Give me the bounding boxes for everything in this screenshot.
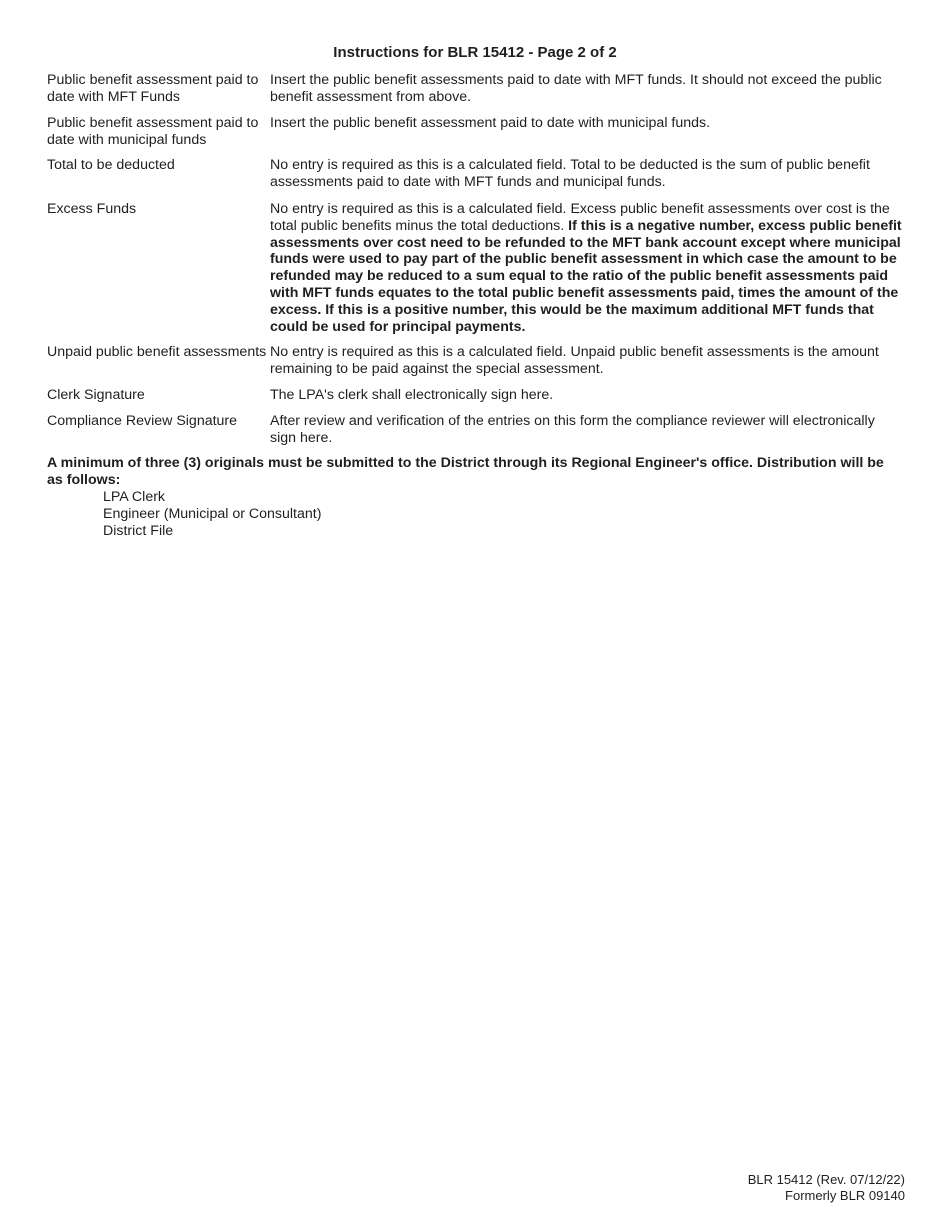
field-description-normal: No entry is required as this is a calculated field. Excess public benefit assessments over cost is the total public benefits minus the total deductions.	[270, 201, 890, 234]
submission-note: A minimum of three (3) originals must be submitted to the District through its Regional Engineer's office. Distribution will be as follows:	[47, 455, 884, 488]
field-label: Unpaid public benefit assessments	[47, 344, 267, 360]
field-description	[270, 201, 903, 335]
page-title: Instructions for BLR 15412 - Page 2 of 2	[333, 44, 617, 61]
distribution-item: LPA Clerk	[103, 489, 166, 505]
field-description: No entry is required as this is a calculated field. Total to be deducted is the sum of public benefit assessments paid to date with MFT funds and municipal funds.	[270, 157, 870, 190]
former-form-number: Formerly BLR 09140	[785, 1188, 905, 1203]
field-label: Clerk Signature	[47, 387, 145, 403]
field-description: The LPA's clerk shall electronically sign here.	[270, 387, 554, 403]
field-description-emphasis: If this is a negative number, excess public benefit assessments over cost need to be refunded to the MFT bank account except where municipal funds were used to pay part of the public benefit assessment in which case the amount to be refunded may be reduced to a sum equal to the ratio of the public benefit assessments paid with MFT funds equates to the total public benefit assessments paid, times the amount of the excess. If this is a positive number, this would be the maximum additional MFT funds that could be used for principal payments.	[270, 217, 902, 335]
field-label: Excess Funds	[47, 201, 137, 217]
distribution-item: Engineer (Municipal or Consultant)	[103, 505, 322, 522]
distribution-list	[103, 489, 321, 539]
field-label: Compliance Review Signature	[47, 413, 238, 429]
form-revision: BLR 15412 (Rev. 07/12/22)	[747, 1172, 905, 1187]
form-footer	[748, 1172, 905, 1204]
field-description: Insert the public benefit assessments paid to date with MFT funds. It should not exceed the public benefit assessment from above.	[270, 72, 882, 105]
field-description: No entry is required as this is a calculated field. Unpaid public benefit assessments is the amount remaining to be paid against the special assessment.	[270, 344, 879, 377]
field-label: Total to be deducted	[47, 157, 175, 173]
distribution-item: District File	[103, 522, 174, 539]
field-description: After review and verification of the entries on this form the compliance reviewer will electronically sign here.	[270, 413, 875, 446]
field-label: Public benefit assessment paid to date with municipal funds	[47, 115, 259, 148]
field-label: Public benefit assessment paid to date with MFT Funds	[47, 72, 259, 105]
field-description: Insert the public benefit assessment paid to date with municipal funds.	[270, 115, 711, 131]
